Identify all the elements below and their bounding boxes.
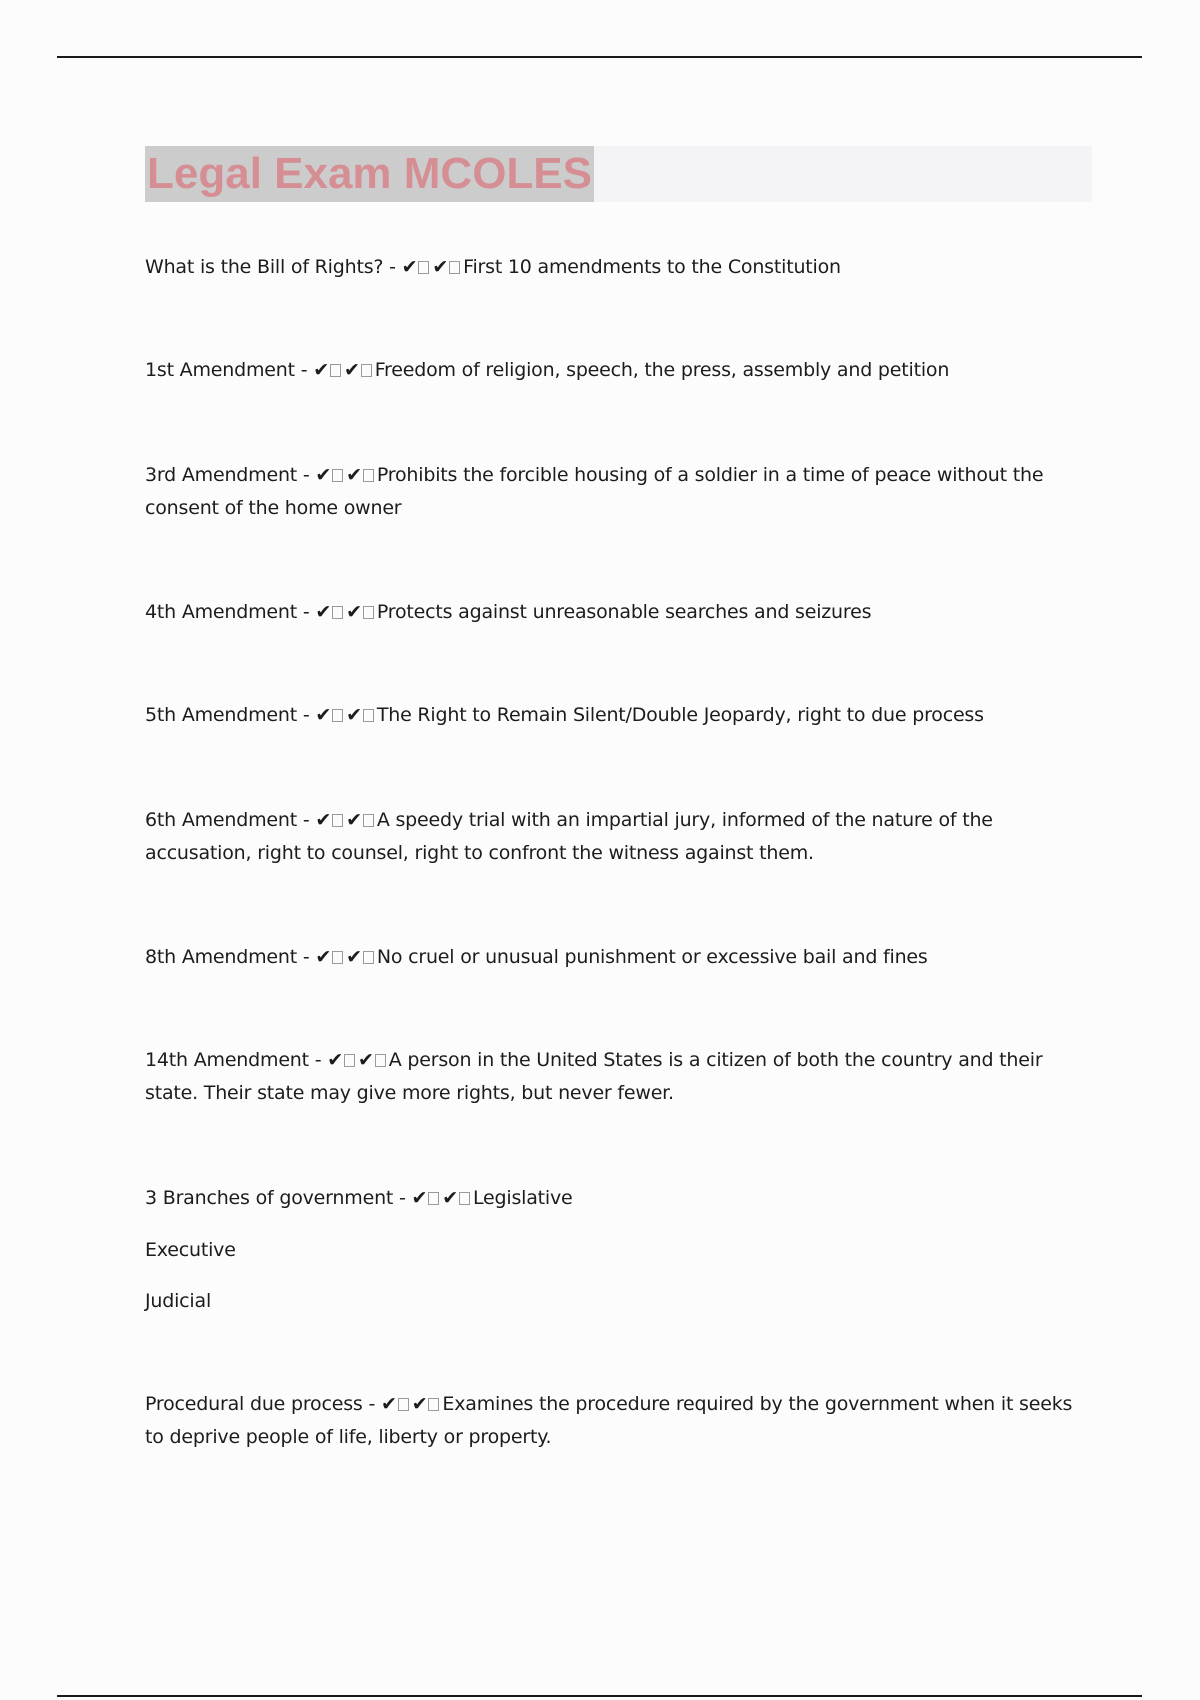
entry-answer: A speedy trial with an impartial jury, informed of the nature of the accusation, right to counsel, right to confront the witness against them.	[145, 809, 993, 864]
qa-entry-6th-amendment	[145, 804, 1095, 869]
box-icon	[363, 606, 374, 619]
box-icon	[332, 709, 343, 722]
qa-entry-4th-amendment	[145, 596, 1095, 629]
entry-term: 5th Amendment	[145, 704, 298, 726]
entry-answer: Protects against unreasonable searches and seizures	[376, 601, 872, 623]
check-icon: ✔	[442, 1187, 458, 1209]
check-icon: ✔	[315, 809, 332, 831]
entry-term: 4th Amendment	[145, 601, 298, 623]
entry-separator: -	[297, 464, 316, 486]
qa-entry-branches-of-government	[145, 1182, 1095, 1215]
entry-answer: First 10 amendments to the Constitution	[463, 256, 841, 278]
entry-term: 1st Amendment	[145, 359, 295, 381]
entry-answer: Legislative	[472, 1187, 573, 1209]
check-icon: ✔	[327, 1049, 343, 1071]
box-icon	[332, 606, 343, 619]
check-icon: ✔	[346, 601, 362, 623]
check-icon: ✔	[401, 256, 418, 278]
box-icon	[363, 814, 374, 827]
entry-term: 8th Amendment	[145, 946, 298, 968]
check-icon: ✔	[357, 1049, 374, 1071]
entry-term: 3rd Amendment	[145, 464, 298, 486]
entry-answer: Examines the procedure required by the government when it seeks to deprive people of life, liberty or property.	[145, 1393, 1073, 1448]
entry-answer: Freedom of religion, speech, the press, assembly and petition	[374, 359, 950, 381]
branch-executive: Executive	[145, 1239, 236, 1261]
qa-entry-5th-amendment	[145, 699, 1095, 732]
qa-entry-3rd-amendment	[145, 459, 1095, 524]
box-icon	[398, 1398, 409, 1411]
check-icon: ✔	[343, 359, 360, 381]
entry-separator: -	[297, 704, 316, 726]
box-icon	[363, 709, 374, 722]
entry-separator: -	[362, 1393, 381, 1415]
entry-separator: -	[383, 256, 402, 278]
entry-answer: A person in the United States is a citizen of both the country and their state. Their state may give more rights, but never fewer.	[145, 1049, 1043, 1104]
check-icon: ✔	[315, 601, 332, 623]
entry-separator: -	[297, 809, 316, 831]
entry-term: What is the Bill of Rights?	[145, 256, 384, 278]
entry-separator: -	[297, 601, 316, 623]
check-icon: ✔	[346, 704, 362, 726]
entry-separator: -	[294, 359, 314, 381]
entry-answer: Prohibits the forcible housing of a soldier in a time of peace without the consent of the home owner	[145, 464, 1044, 519]
box-icon	[361, 364, 372, 377]
check-icon: ✔	[411, 1393, 428, 1415]
document-title: Legal Exam MCOLES	[147, 149, 593, 198]
entry-answer: No cruel or unusual punishment or excessive bail and fines	[376, 946, 928, 968]
check-icon: ✔	[411, 1187, 428, 1209]
check-icon: ✔	[346, 946, 362, 968]
check-icon: ✔	[432, 256, 449, 278]
entry-separator: -	[308, 1049, 328, 1071]
qa-entry-bill-of-rights	[145, 251, 1095, 284]
box-icon	[332, 469, 343, 482]
box-icon	[344, 1054, 355, 1067]
qa-entry-procedural-due-process	[145, 1388, 1095, 1453]
box-icon	[330, 364, 341, 377]
entry-term: 3 Branches of government	[145, 1187, 394, 1209]
check-icon: ✔	[315, 464, 332, 486]
check-icon: ✔	[315, 704, 332, 726]
box-icon	[418, 261, 429, 274]
qa-entry-1st-amendment	[145, 354, 1095, 387]
check-icon: ✔	[346, 464, 362, 486]
check-icon: ✔	[380, 1393, 397, 1415]
footer-rule	[57, 1695, 1142, 1697]
qa-entry-14th-amendment	[145, 1044, 1095, 1109]
box-icon	[428, 1192, 439, 1205]
box-icon	[332, 814, 343, 827]
entry-term: Procedural due process	[145, 1393, 363, 1415]
box-icon	[428, 1398, 439, 1411]
box-icon	[363, 951, 374, 964]
check-icon: ✔	[346, 809, 362, 831]
box-icon	[363, 469, 374, 482]
box-icon	[332, 951, 343, 964]
title-highlight	[145, 146, 594, 202]
branch-judicial: Judicial	[145, 1290, 212, 1312]
check-icon: ✔	[315, 946, 332, 968]
check-icon: ✔	[313, 359, 329, 381]
entry-term: 6th Amendment	[145, 809, 298, 831]
box-icon	[449, 261, 460, 274]
box-icon	[459, 1192, 470, 1205]
entry-separator: -	[393, 1187, 412, 1209]
header-rule	[57, 56, 1142, 58]
entry-separator: -	[297, 946, 316, 968]
box-icon	[375, 1054, 386, 1067]
qa-entry-8th-amendment	[145, 941, 1095, 974]
entry-answer: The Right to Remain Silent/Double Jeopardy, right to due process	[376, 704, 984, 726]
entry-term: 14th Amendment	[145, 1049, 309, 1071]
